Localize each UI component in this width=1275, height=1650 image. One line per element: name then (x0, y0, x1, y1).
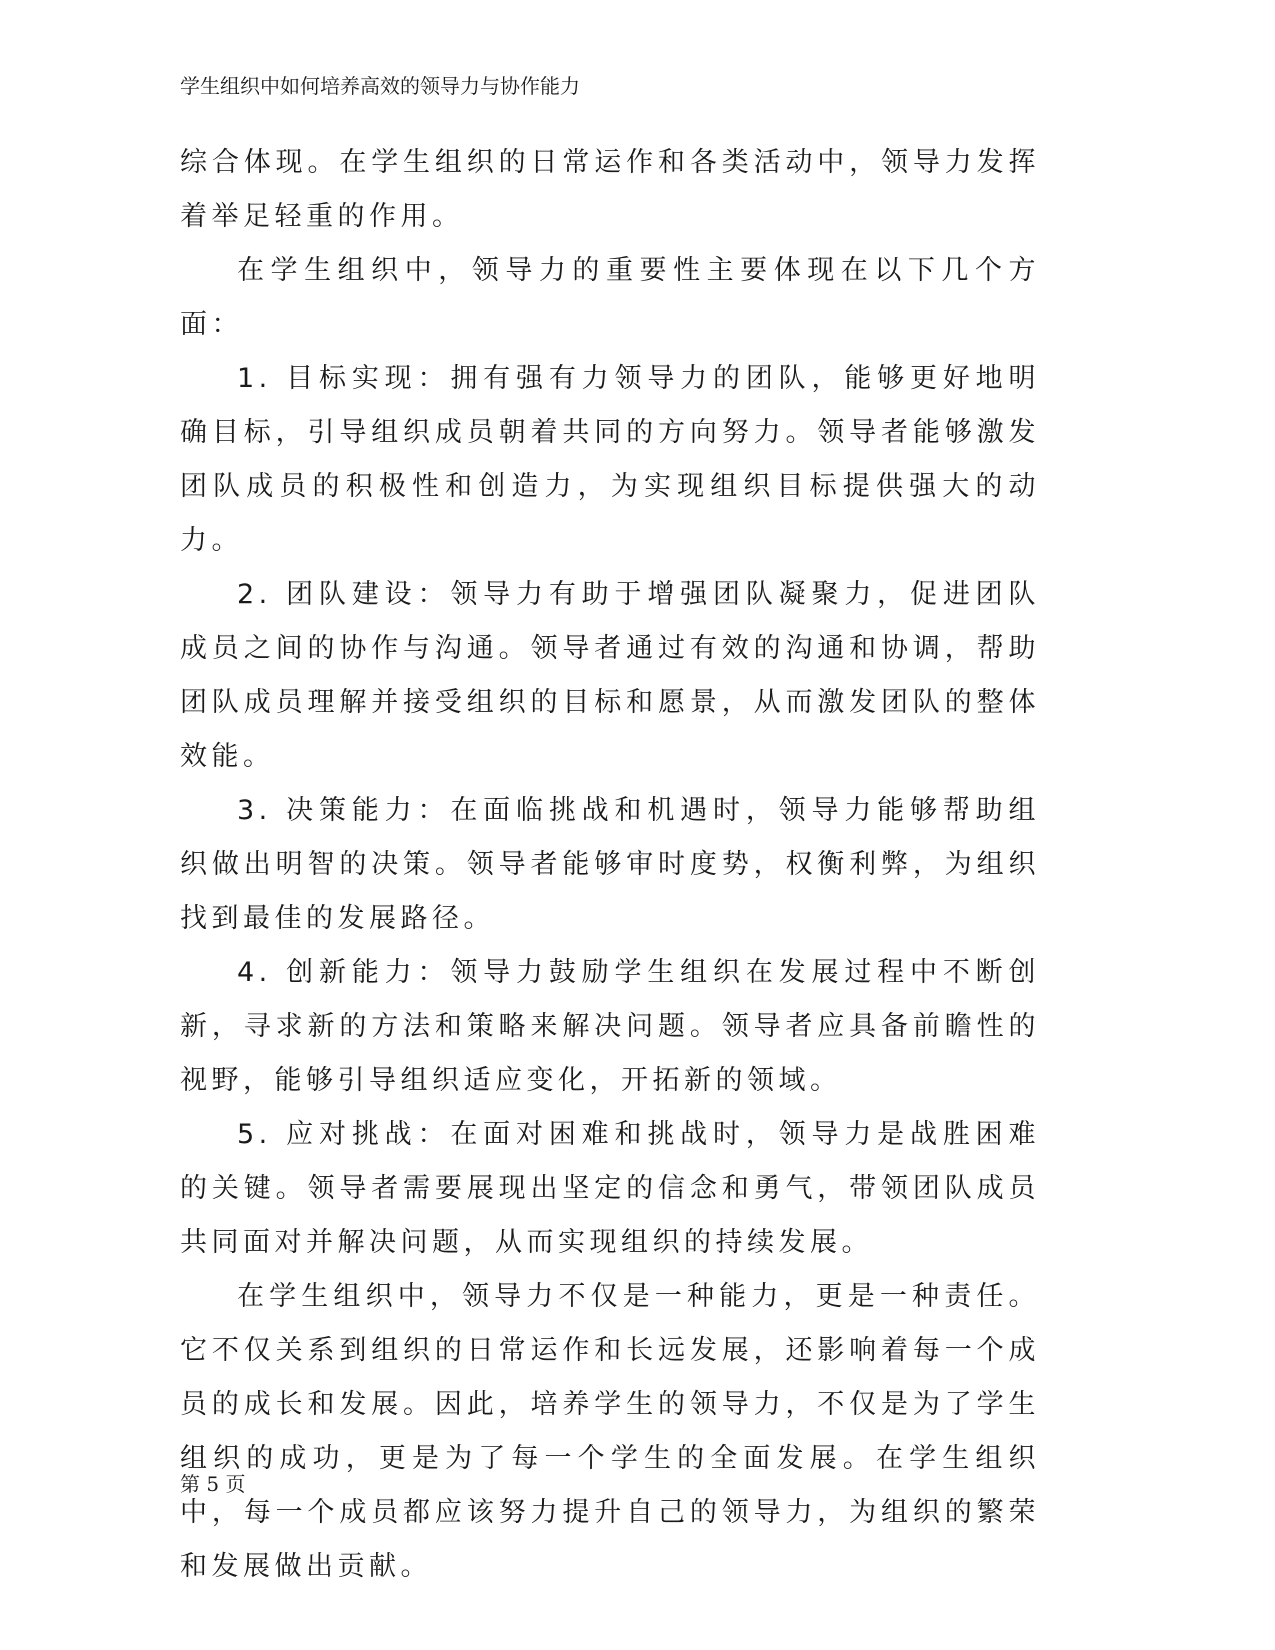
paragraph-intro: 在学生组织中，领导力的重要性主要体现在以下几个方面： (180, 255, 1040, 340)
running-header: 学生组织中如何培养高效的领导力与协作能力 (180, 74, 580, 98)
list-item-team: 2. 团队建设：领导力有助于增强团队凝聚力，促进团队成员之间的协作与沟通。领导者通过有效的沟通和协调，帮助团队成员理解并接受组织的目标和愿景，从而激发团队的整体效能。 (180, 579, 1040, 772)
document-body (180, 136, 1040, 1594)
paragraph-continuation: 综合体现。在学生组织的日常运作和各类活动中，领导力发挥着举足轻重的作用。 (180, 147, 1040, 232)
list-item-challenge: 5. 应对挑战：在面对困难和挑战时，领导力是战胜困难的关键。领导者需要展现出坚定的信念和勇气，带领团队成员共同面对并解决问题，从而实现组织的持续发展。 (180, 1119, 1040, 1258)
page-number: 第 5 页 (180, 1472, 246, 1496)
list-item-decision: 3. 决策能力：在面临挑战和机遇时，领导力能够帮助组织做出明智的决策。领导者能够审时度势，权衡利弊，为组织找到最佳的发展路径。 (180, 795, 1040, 934)
list-item-goal: 1. 目标实现：拥有强有力领导力的团队，能够更好地明确目标，引导组织成员朝着共同的方向努力。领导者能够激发团队成员的积极性和创造力，为实现组织目标提供强大的动力。 (180, 363, 1040, 556)
list-item-innovation: 4. 创新能力：领导力鼓励学生组织在发展过程中不断创新，寻求新的方法和策略来解决问题。领导者应具备前瞻性的视野，能够引导组织适应变化，开拓新的领域。 (180, 957, 1040, 1096)
paragraph-conclusion: 在学生组织中，领导力不仅是一种能力，更是一种责任。它不仅关系到组织的日常运作和长远发展，还影响着每一个成员的成长和发展。因此，培养学生的领导力，不仅是为了学生组织的成功，更是为了每一个学生的全面发展。在学生组织中，每一个成员都应该努力提升自己的领导力，为组织的繁荣和发展做出贡献。 (180, 1281, 1040, 1582)
